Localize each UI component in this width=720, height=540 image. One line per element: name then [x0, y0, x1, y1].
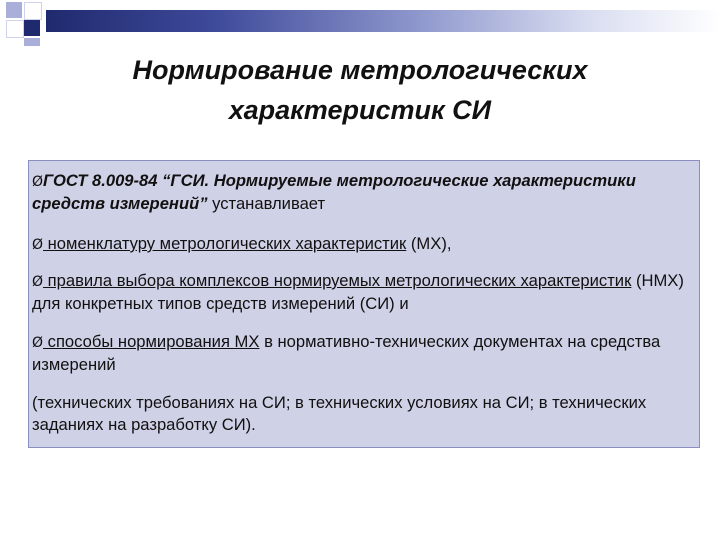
bullet-text: в нормативно-технических документах на средства измерений — [32, 332, 661, 374]
bullet-note — [32, 392, 698, 436]
bullet-nomenclature — [32, 233, 698, 256]
gost-reference: ГОСТ 8.009-84 “ГСИ. Нормируемые метрологические характеристики средств измерений” — [32, 171, 636, 213]
underlined-term: способы нормирования МХ — [43, 332, 260, 351]
arrow-bullet-icon: Ø — [32, 335, 44, 351]
bullet-text: (МХ), — [406, 234, 452, 253]
underlined-term: номенклатуру метрологических характеристик — [43, 234, 407, 253]
note-text: (технических требованиях на СИ; в технических условиях на СИ; в технических заданиях на разработку СИ). — [32, 393, 647, 434]
arrow-bullet-icon: Ø — [32, 237, 44, 253]
bullet-gost — [32, 170, 698, 215]
slide-title — [60, 50, 660, 130]
bullet-normalization-methods — [32, 331, 698, 376]
arrow-bullet-icon: Ø — [32, 274, 44, 290]
bullet-selection-rules — [32, 270, 698, 315]
title-line-1: Нормирование метрологических — [132, 55, 588, 85]
header-gradient-bar — [46, 10, 720, 32]
bullet-text: устанавливает — [207, 194, 326, 213]
arrow-bullet-icon: Ø — [32, 174, 44, 190]
underlined-term: правила выбора комплексов нормируемых метрологических характеристик — [43, 271, 632, 290]
bullet-text: (НМХ) для конкретных типов средств измерений (СИ) и — [32, 271, 684, 313]
title-line-2: характеристик СИ — [228, 95, 492, 125]
